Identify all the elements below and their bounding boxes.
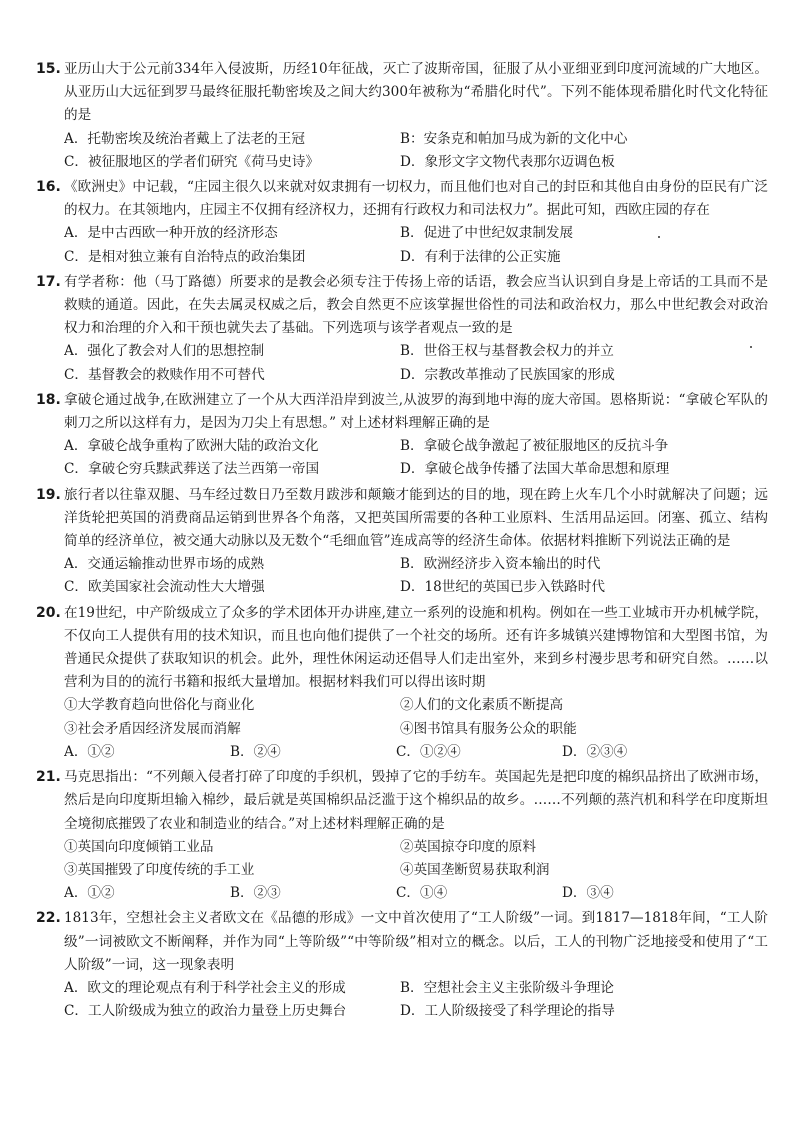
question-stem [36, 484, 768, 554]
option-c[interactable]: C．①②④ [396, 743, 461, 760]
question-text: 《欧洲史》中记载，“庄园主很久以来就对奴隶拥有一切权力，而且他们也对自己的封臣和其他自由身份的臣民有广泛的权力。在其领地内，庄园主不仅拥有经济权力，还拥有行政权力和司法权力”。据此可知，西欧庄园的存在 [64, 179, 768, 219]
question-number: 15. [36, 61, 61, 77]
statement-1: ①英国向印度倾销工业品 [64, 838, 214, 855]
option-c[interactable]: C．基督教会的救赎作用不可替代 [64, 366, 265, 383]
option-b[interactable]: B：安条克和帕加马成为新的文化中心 [400, 130, 628, 147]
statement-2: ②英国掠夺印度的原料 [400, 838, 536, 855]
option-b[interactable]: B．促进了中世纪奴隶制发展 [400, 225, 574, 242]
option-d[interactable]: D．③④ [562, 885, 614, 902]
options [36, 340, 768, 386]
question-text: 旅行者以往靠双腿、马车经过数日乃至数月跋涉和颠簸才能到达的目的地，现在跨上火车几个小时就解决了问题；远洋货轮把英国的消费商品运销到世界各个角落，又把英国所需要的各种工业原料、生活用品运回。闭塞、孤立、结构简单的经济单位，被交通大动脉以及无数个“毛细血管”连成高等的经济生命体。依据材料推断下列说法正确的是 [64, 486, 768, 550]
question-stem [36, 58, 768, 128]
option-a[interactable]: A．强化了教会对人们的思想控制 [64, 343, 265, 360]
question-15 [36, 58, 768, 174]
statement-list [36, 836, 768, 882]
question-stem [36, 766, 768, 836]
question-number: 16. [36, 179, 61, 196]
option-a[interactable]: A．交通运输推动世界市场的成熟 [64, 556, 265, 573]
question-text: 亚历山大于公元前334年入侵波斯，历经10年征战，灭亡了波斯帝国，征服了从小亚细亚到印度河流域的广大地区。从亚历山大远征到罗马最终征服托勒密埃及之间大约300年被称为“希腊化时代”。下列不能体现希腊化时代文化特征的是 [64, 61, 768, 124]
statement-4: ④英国垄断贸易获取利润 [400, 861, 550, 878]
question-number: 22. [36, 910, 61, 927]
option-b[interactable]: B．欧洲经济步入资本输出的时代 [400, 556, 601, 573]
option-d[interactable]: D．18世纪的英国已步入铁路时代 [400, 579, 605, 596]
question-text: 在19世纪，中产阶级成立了众多的学术团体开办讲座,建立一系列的设施和机构。例如在一些工业城市开办机械学院，不仅向工人提供有用的技术知识，而且也向他们提供了一个社交的场所。还有许多城镇兴建博物馆和大型图书馆，为普通民众提供了获取知识的机会。此外，理性休闲运动还倡导人们走出室外，来到乡村漫步思考和研究自然。……以营利为目的的流行书籍和报纸大量增加。根据材料我们可以得出该时期 [64, 604, 768, 691]
option-a[interactable]: A．托勒密埃及统治者戴上了法老的王冠 [64, 130, 305, 147]
statement-1: ①大学教育趋向世俗化与商业化 [64, 697, 255, 714]
option-a[interactable]: A．拿破仑战争重构了欧洲大陆的政治文化 [64, 438, 319, 455]
question-stem [36, 389, 768, 435]
scan-speck [658, 236, 660, 238]
question-16 [36, 176, 768, 269]
options [36, 553, 768, 599]
question-stem [36, 602, 768, 695]
option-d[interactable]: D．象形文字文物代表那尔迈调色板 [400, 153, 615, 170]
question-number: 17. [36, 273, 61, 290]
options [36, 222, 768, 268]
option-c[interactable]: C．工人阶级成为独立的政治力量登上历史舞台 [64, 1003, 347, 1020]
question-text: 1813年，空想社会主义者欧文在《品德的形成》一文中首次使用了“工人阶级”一词。到1817—1818年间，“工人阶级”一词被欧文不断阐释，并作为同“上等阶级”“中等阶级”相对立的概念。以后，工人的刊物广泛地接受和使用了“工人阶级”一词，这一现象表明 [64, 910, 768, 973]
option-b[interactable]: B．②④ [230, 743, 281, 760]
statement-list [36, 694, 768, 740]
question-21 [36, 766, 768, 905]
question-stem [36, 176, 768, 222]
options [36, 977, 768, 1023]
question-stem [36, 271, 768, 341]
option-d[interactable]: D．②③④ [562, 743, 628, 760]
options [36, 435, 768, 481]
option-c[interactable]: C．被征服地区的学者们研究《荷马史诗》 [64, 153, 320, 170]
question-22 [36, 907, 768, 1023]
options [36, 741, 768, 764]
question-number: 18. [36, 391, 61, 408]
question-17 [36, 271, 768, 387]
option-d[interactable]: D．有利于法律的公正实施 [400, 248, 561, 265]
option-c[interactable]: C．欧美国家社会流动性大大增强 [64, 579, 265, 596]
statement-4: ④图书馆具有服务公众的职能 [400, 720, 577, 737]
option-b[interactable]: B．空想社会主义主张阶级斗争理论 [400, 979, 614, 996]
option-a[interactable]: A．是中古西欧一种开放的经济形态 [64, 225, 278, 242]
option-d[interactable]: D．工人阶级接受了科学理论的指导 [400, 1003, 615, 1020]
option-b[interactable]: B．世俗王权与基督教会权力的并立 [400, 343, 614, 360]
statement-3: ③社会矛盾因经济发展而消解 [64, 720, 241, 737]
question-number: 20. [36, 604, 61, 621]
question-18 [36, 389, 768, 482]
question-stem [36, 907, 768, 977]
option-d[interactable]: D．拿破仑战争传播了法国大革命思想和原理 [400, 461, 670, 478]
options [36, 882, 768, 905]
option-c[interactable]: C．①④ [396, 885, 448, 902]
option-b[interactable]: B．拿破仑战争激起了被征服地区的反抗斗争 [400, 438, 669, 455]
question-19 [36, 484, 768, 600]
statement-3: ③英国摧毁了印度传统的手工业 [64, 861, 255, 878]
option-d[interactable]: D．宗教改革推动了民族国家的形成 [400, 366, 615, 383]
option-c[interactable]: C．是相对独立兼有自治特点的政治集团 [64, 248, 306, 265]
question-text: 马克思指出：“不列颠入侵者打碎了印度的手织机，毁掉了它的手纺车。英国起先是把印度的棉织品挤出了欧洲市场，然后是向印度斯坦输入棉纱，最后就是英国棉织品泛滥于这个棉织品的故乡。……不列颠的蒸汽机和科学在印度斯坦全境彻底摧毁了农业和制造业的结合。”对上述材料理解正确的是 [64, 769, 768, 832]
question-text: 有学者称：他（马丁路德）所要求的是教会必须专注于传扬上帝的话语，教会应当认识到自身是上帝话的工具而不是救赎的通道。因此，在失去属灵权威之后，教会自然更不应该掌握世俗性的司法和政治权力，那么中世纪教会对政治权力和治理的介入和干预也就失去了基础。下列选项与该学者观点一致的是 [64, 273, 768, 337]
statement-2: ②人们的文化素质不断提高 [400, 697, 564, 714]
scan-speck [750, 346, 752, 348]
option-a[interactable]: A．①② [64, 743, 115, 760]
option-a[interactable]: A．欧文的理论观点有利于科学社会主义的形成 [64, 979, 346, 996]
option-b[interactable]: B．②③ [230, 885, 281, 902]
option-a[interactable]: A．①② [64, 885, 115, 902]
question-20 [36, 602, 768, 764]
option-c[interactable]: C．拿破仑穷兵黩武葬送了法兰西第一帝国 [64, 461, 320, 478]
question-text: 拿破仑通过战争,在欧洲建立了一个从大西洋沿岸到波兰,从波罗的海到地中海的庞大帝国。恩格斯说：“拿破仑军队的刺刀之所以这样有力，是因为刀尖上有思想。” 对上述材料理解正确的是 [64, 391, 768, 432]
question-number: 21. [36, 769, 61, 786]
options [36, 128, 768, 174]
question-number: 19. [36, 486, 61, 503]
